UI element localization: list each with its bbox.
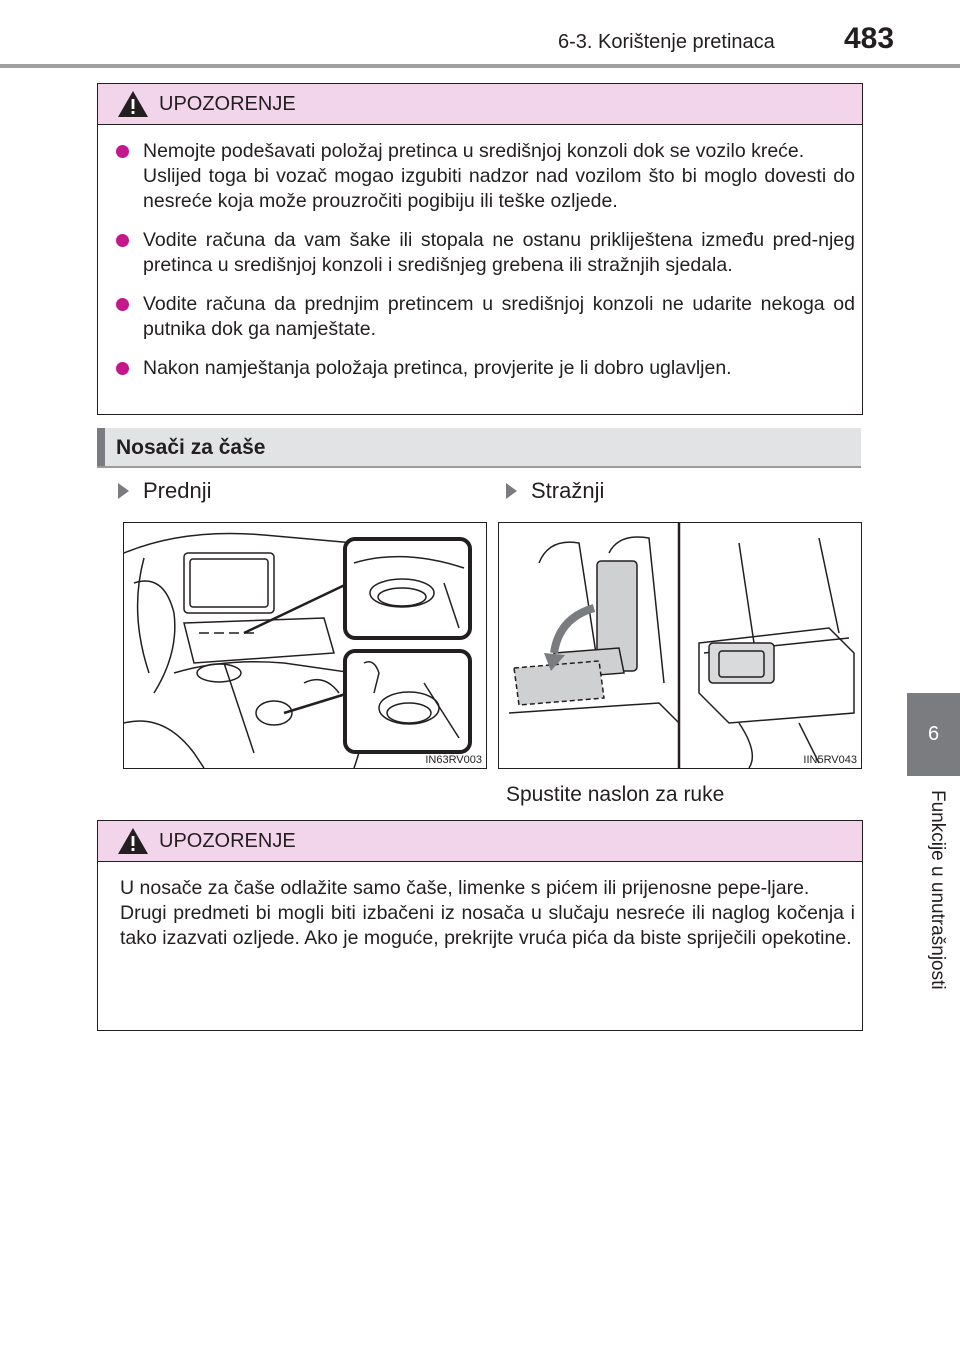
warning-box-1 [97,83,863,415]
bullet-text: Vodite računa da vam šake ili stopala ne ostanu prikliještena između pred-njeg pretinca u središnjoj konzoli i središnjeg grebena ili stražnjih sjedala. [143,229,855,276]
warning-icon [117,827,149,855]
warning-header [98,821,862,862]
section-title: 6-3. Korištenje pretinaca [558,31,775,53]
arrow-right-icon [118,483,129,499]
warning-bullet [116,356,855,381]
arrow-right-icon [506,483,517,499]
bullet-text: Vodite računa da prednjim pretincem u središnjoj konzoli ne udarite nekoga od putnika dok ga namještate. [143,293,855,340]
warning-body [98,862,862,951]
chapter-label: Funkcije u unutrašnjosti [927,790,948,990]
rear-label-text: Stražnji [531,478,605,503]
front-label-text: Prednji [143,478,212,503]
bullet-text: Nemojte podešavati položaj pretinca u središnjoj konzoli dok se vozilo kreće. [143,140,805,162]
bullet-icon [116,234,129,247]
warning-icon [117,90,149,118]
bullet-text: Nakon namještanja položaja pretinca, provjerite je li dobro uglavljen. [143,357,732,379]
bullet-text-cont: Uslijed toga bi vozač mogao izgubiti nadzor nad vozilom što bi moglo dovesti do nesreće koja može prouzročiti pogibiju ili teške ozljede. [143,165,855,212]
warning-bullet [116,228,855,278]
figure-code: IN63RV003 [425,754,482,766]
figure-code: IIN5RV043 [803,754,857,766]
warning-header [98,84,862,125]
warning-bullet [116,139,855,214]
heading-bar [97,428,105,466]
rear-label [506,478,604,504]
front-console-illustration [124,523,486,768]
warning-bullet [116,292,855,342]
warning-body [98,125,862,381]
cup-holders-heading [97,428,861,468]
bullet-icon [116,362,129,375]
bullet-icon [116,145,129,158]
warning-title: UPOZORENJE [159,829,296,852]
cup-holders-title: Nosači za čaše [116,436,266,459]
chapter-tab: 6 [907,693,960,776]
warning-title: UPOZORENJE [159,92,296,115]
bullet-icon [116,298,129,311]
rear-armrest-illustration [499,523,861,768]
rear-cup-holder-figure [498,522,862,769]
warning-text: U nosače za čaše odlažite samo čaše, limenke s pićem ili prijenosne pepe-ljare. [120,877,810,899]
page-number: 483 [844,22,895,55]
front-cup-holder-figure [123,522,487,769]
front-label [118,478,211,504]
warning-text-cont: Drugi predmeti bi mogli biti izbačeni iz nosača u slučaju nesreće ili naglog kočenja i tako izazvati ozljede. Ako je moguće, prekrijte vruća pića da biste spriječili opekotine. [120,902,855,949]
header-divider [0,64,960,68]
warning-box-2 [97,820,863,1031]
rear-caption: Spustite naslon za ruke [506,783,725,806]
